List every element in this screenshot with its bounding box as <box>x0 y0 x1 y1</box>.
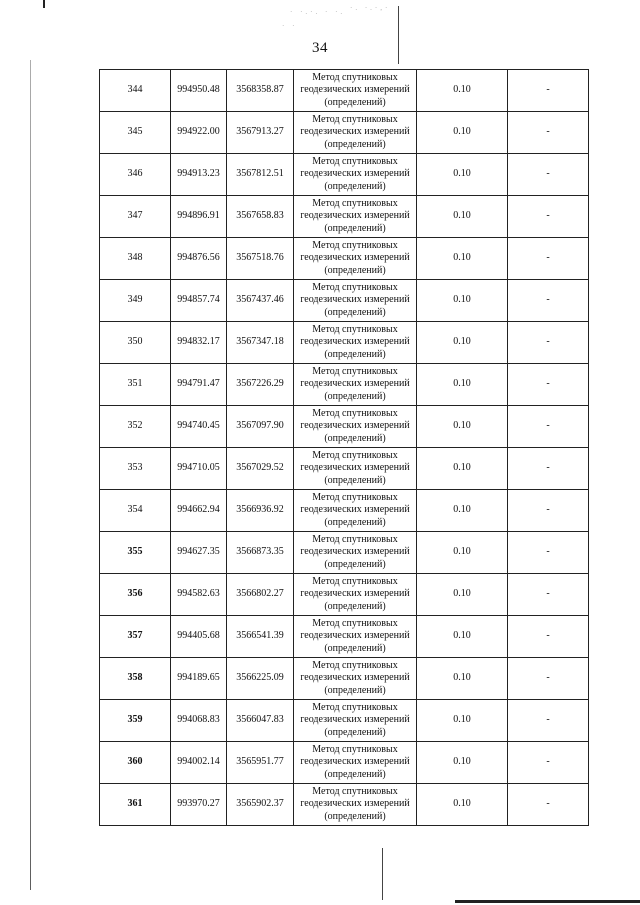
method-line: Метод спутниковых <box>312 491 398 503</box>
x-coordinate-cell: 994791.47 <box>171 364 227 406</box>
x-coordinate-cell: 994582.63 <box>171 574 227 616</box>
note-cell: - <box>508 700 589 742</box>
y-coordinate-cell: 3566802.27 <box>227 574 294 616</box>
method-cell <box>294 154 417 196</box>
method-line: геодезических измерений <box>300 546 410 558</box>
accuracy-cell: 0.10 <box>417 322 508 364</box>
point-number-cell: 359 <box>100 700 171 742</box>
method-cell <box>294 70 417 112</box>
accuracy-cell: 0.10 <box>417 196 508 238</box>
method-cell <box>294 574 417 616</box>
method-line: геодезических измерений <box>300 798 410 810</box>
point-number-cell: 345 <box>100 112 171 154</box>
method-line: (определений) <box>324 264 386 276</box>
method-line: геодезических измерений <box>300 84 410 96</box>
x-coordinate-cell: 993970.27 <box>171 784 227 826</box>
point-number-cell: 347 <box>100 196 171 238</box>
method-line: (определений) <box>324 390 386 402</box>
method-line: Метод спутниковых <box>312 281 398 293</box>
accuracy-cell: 0.10 <box>417 280 508 322</box>
x-coordinate-cell: 994832.17 <box>171 322 227 364</box>
table-row <box>100 700 589 742</box>
method-line: Метод спутниковых <box>312 407 398 419</box>
coordinates-table-body <box>100 70 589 826</box>
method-line: геодезических измерений <box>300 588 410 600</box>
accuracy-cell: 0.10 <box>417 532 508 574</box>
scan-noise: · · <box>282 22 298 30</box>
method-line: геодезических измерений <box>300 462 410 474</box>
point-number-cell: 358 <box>100 658 171 700</box>
method-line: Метод спутниковых <box>312 575 398 587</box>
scan-artifact-left-edge <box>30 60 31 890</box>
method-cell <box>294 448 417 490</box>
x-coordinate-cell: 994627.35 <box>171 532 227 574</box>
y-coordinate-cell: 3567812.51 <box>227 154 294 196</box>
accuracy-cell: 0.10 <box>417 154 508 196</box>
method-line: геодезических измерений <box>300 756 410 768</box>
y-coordinate-cell: 3567226.29 <box>227 364 294 406</box>
method-line: Метод спутниковых <box>312 449 398 461</box>
table-row <box>100 70 589 112</box>
method-line: геодезических измерений <box>300 378 410 390</box>
scan-artifact-bottom-bar <box>455 900 640 903</box>
method-line: (определений) <box>324 726 386 738</box>
note-cell: - <box>508 238 589 280</box>
y-coordinate-cell: 3566225.09 <box>227 658 294 700</box>
method-line: геодезических измерений <box>300 420 410 432</box>
note-cell: - <box>508 574 589 616</box>
method-cell <box>294 658 417 700</box>
x-coordinate-cell: 994740.45 <box>171 406 227 448</box>
table-row <box>100 574 589 616</box>
y-coordinate-cell: 3566873.35 <box>227 532 294 574</box>
method-cell <box>294 196 417 238</box>
point-number-cell: 346 <box>100 154 171 196</box>
y-coordinate-cell: 3568358.87 <box>227 70 294 112</box>
x-coordinate-cell: 994876.56 <box>171 238 227 280</box>
note-cell: - <box>508 280 589 322</box>
method-cell <box>294 742 417 784</box>
note-cell: - <box>508 448 589 490</box>
note-cell: - <box>508 406 589 448</box>
coordinates-table <box>99 69 589 826</box>
scan-artifact-top-left <box>43 0 45 8</box>
method-line: Метод спутниковых <box>312 533 398 545</box>
y-coordinate-cell: 3566047.83 <box>227 700 294 742</box>
table-row <box>100 616 589 658</box>
point-number-cell: 356 <box>100 574 171 616</box>
table-row <box>100 364 589 406</box>
method-line: (определений) <box>324 348 386 360</box>
table-row <box>100 238 589 280</box>
method-line: геодезических измерений <box>300 252 410 264</box>
note-cell: - <box>508 616 589 658</box>
method-line: (определений) <box>324 768 386 780</box>
method-line: (определений) <box>324 810 386 822</box>
method-line: Метод спутниковых <box>312 323 398 335</box>
method-cell <box>294 112 417 154</box>
accuracy-cell: 0.10 <box>417 616 508 658</box>
note-cell: - <box>508 70 589 112</box>
accuracy-cell: 0.10 <box>417 406 508 448</box>
scan-noise: · ·.·. · ·. <box>290 8 346 16</box>
method-cell <box>294 406 417 448</box>
method-line: геодезических измерений <box>300 672 410 684</box>
table-row <box>100 112 589 154</box>
method-line: (определений) <box>324 600 386 612</box>
method-line: (определений) <box>324 642 386 654</box>
method-cell <box>294 700 417 742</box>
method-line: геодезических измерений <box>300 126 410 138</box>
x-coordinate-cell: 994857.74 <box>171 280 227 322</box>
point-number-cell: 361 <box>100 784 171 826</box>
point-number-cell: 352 <box>100 406 171 448</box>
method-line: Метод спутниковых <box>312 113 398 125</box>
x-coordinate-cell: 994405.68 <box>171 616 227 658</box>
x-coordinate-cell: 994922.00 <box>171 112 227 154</box>
point-number-cell: 354 <box>100 490 171 532</box>
method-line: геодезических измерений <box>300 630 410 642</box>
point-number-cell: 355 <box>100 532 171 574</box>
method-cell <box>294 616 417 658</box>
note-cell: - <box>508 658 589 700</box>
method-line: (определений) <box>324 180 386 192</box>
page-number: 34 <box>312 40 328 56</box>
table-row <box>100 154 589 196</box>
method-line: Метод спутниковых <box>312 71 398 83</box>
x-coordinate-cell: 994950.48 <box>171 70 227 112</box>
method-line: (определений) <box>324 138 386 150</box>
method-line: (определений) <box>324 474 386 486</box>
note-cell: - <box>508 154 589 196</box>
method-line: Метод спутниковых <box>312 659 398 671</box>
table-row <box>100 532 589 574</box>
table-row <box>100 280 589 322</box>
table-row <box>100 490 589 532</box>
note-cell: - <box>508 490 589 532</box>
method-line: (определений) <box>324 222 386 234</box>
method-cell <box>294 364 417 406</box>
accuracy-cell: 0.10 <box>417 658 508 700</box>
method-line: (определений) <box>324 306 386 318</box>
method-line: Метод спутниковых <box>312 155 398 167</box>
method-cell <box>294 784 417 826</box>
y-coordinate-cell: 3566541.39 <box>227 616 294 658</box>
table-row <box>100 658 589 700</box>
y-coordinate-cell: 3567347.18 <box>227 322 294 364</box>
scan-noise: ·. ·.·,· <box>350 4 391 12</box>
x-coordinate-cell: 994068.83 <box>171 700 227 742</box>
accuracy-cell: 0.10 <box>417 238 508 280</box>
point-number-cell: 348 <box>100 238 171 280</box>
point-number-cell: 351 <box>100 364 171 406</box>
method-line: Метод спутниковых <box>312 239 398 251</box>
x-coordinate-cell: 994189.65 <box>171 658 227 700</box>
note-cell: - <box>508 112 589 154</box>
method-line: Метод спутниковых <box>312 743 398 755</box>
note-cell: - <box>508 322 589 364</box>
x-coordinate-cell: 994896.91 <box>171 196 227 238</box>
method-line: Метод спутниковых <box>312 785 398 797</box>
y-coordinate-cell: 3567029.52 <box>227 448 294 490</box>
table-row <box>100 322 589 364</box>
y-coordinate-cell: 3566936.92 <box>227 490 294 532</box>
note-cell: - <box>508 532 589 574</box>
method-line: (определений) <box>324 684 386 696</box>
accuracy-cell: 0.10 <box>417 448 508 490</box>
scan-artifact-bottom-line <box>382 848 383 900</box>
x-coordinate-cell: 994002.14 <box>171 742 227 784</box>
x-coordinate-cell: 994710.05 <box>171 448 227 490</box>
accuracy-cell: 0.10 <box>417 364 508 406</box>
method-cell <box>294 490 417 532</box>
x-coordinate-cell: 994662.94 <box>171 490 227 532</box>
table-row <box>100 196 589 238</box>
method-line: Метод спутниковых <box>312 197 398 209</box>
y-coordinate-cell: 3567437.46 <box>227 280 294 322</box>
table-row <box>100 784 589 826</box>
y-coordinate-cell: 3565951.77 <box>227 742 294 784</box>
accuracy-cell: 0.10 <box>417 742 508 784</box>
accuracy-cell: 0.10 <box>417 700 508 742</box>
method-line: геодезических измерений <box>300 168 410 180</box>
accuracy-cell: 0.10 <box>417 574 508 616</box>
accuracy-cell: 0.10 <box>417 784 508 826</box>
method-line: Метод спутниковых <box>312 617 398 629</box>
point-number-cell: 350 <box>100 322 171 364</box>
method-cell <box>294 280 417 322</box>
method-cell <box>294 322 417 364</box>
table-row <box>100 406 589 448</box>
y-coordinate-cell: 3567913.27 <box>227 112 294 154</box>
method-line: геодезических измерений <box>300 336 410 348</box>
method-line: геодезических измерений <box>300 714 410 726</box>
note-cell: - <box>508 784 589 826</box>
method-line: Метод спутниковых <box>312 365 398 377</box>
point-number-cell: 344 <box>100 70 171 112</box>
method-line: Метод спутниковых <box>312 701 398 713</box>
method-line: геодезических измерений <box>300 210 410 222</box>
table-row <box>100 448 589 490</box>
method-line: (определений) <box>324 96 386 108</box>
accuracy-cell: 0.10 <box>417 490 508 532</box>
point-number-cell: 353 <box>100 448 171 490</box>
y-coordinate-cell: 3565902.37 <box>227 784 294 826</box>
accuracy-cell: 0.10 <box>417 112 508 154</box>
method-line: геодезических измерений <box>300 294 410 306</box>
method-cell <box>294 238 417 280</box>
note-cell: - <box>508 196 589 238</box>
point-number-cell: 360 <box>100 742 171 784</box>
method-line: (определений) <box>324 516 386 528</box>
y-coordinate-cell: 3567518.76 <box>227 238 294 280</box>
method-line: геодезических измерений <box>300 504 410 516</box>
method-line: (определений) <box>324 558 386 570</box>
point-number-cell: 357 <box>100 616 171 658</box>
point-number-cell: 349 <box>100 280 171 322</box>
method-cell <box>294 532 417 574</box>
y-coordinate-cell: 3567097.90 <box>227 406 294 448</box>
method-line: (определений) <box>324 432 386 444</box>
note-cell: - <box>508 364 589 406</box>
note-cell: - <box>508 742 589 784</box>
table-row <box>100 742 589 784</box>
x-coordinate-cell: 994913.23 <box>171 154 227 196</box>
accuracy-cell: 0.10 <box>417 70 508 112</box>
y-coordinate-cell: 3567658.83 <box>227 196 294 238</box>
